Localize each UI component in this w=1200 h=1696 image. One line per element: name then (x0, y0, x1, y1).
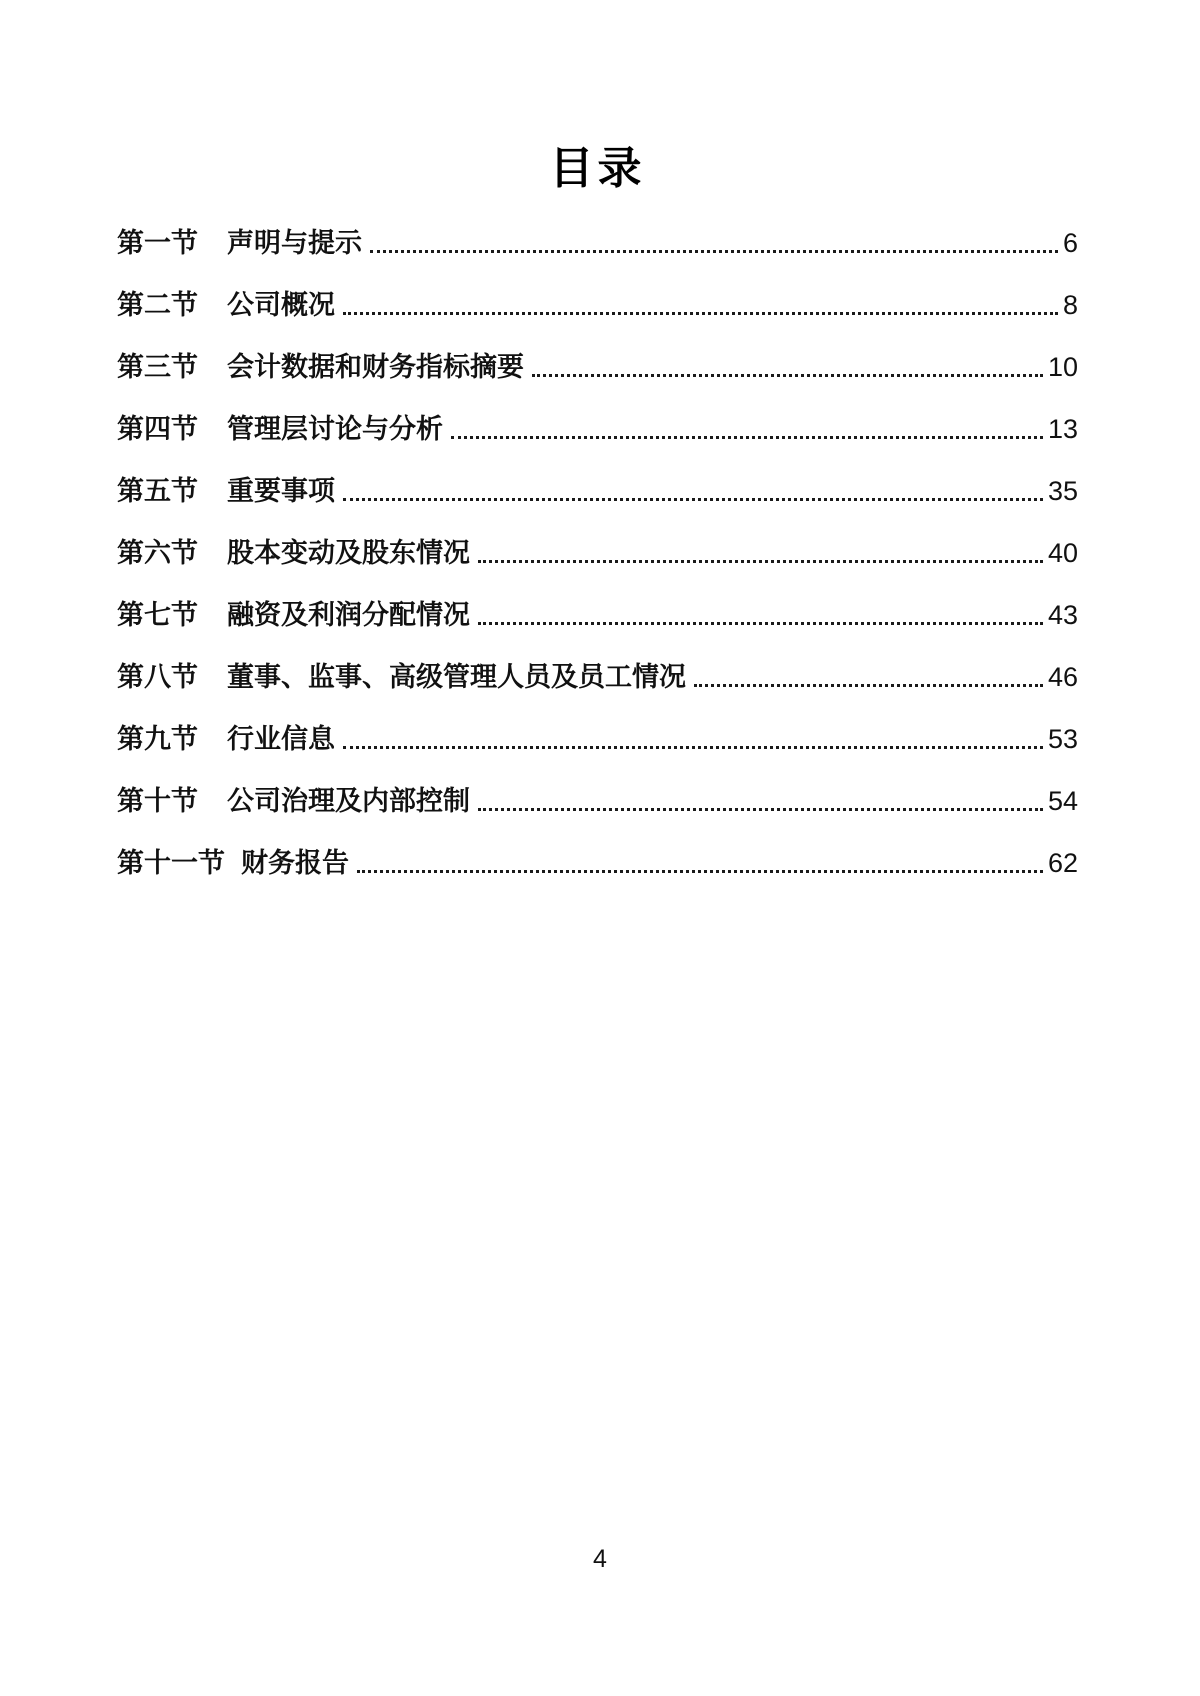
toc-entry-page-number: 53 (1047, 724, 1078, 754)
toc-entry-title: 会计数据和财务指标摘要 (227, 352, 524, 382)
toc-entry-page-number: 54 (1047, 786, 1078, 816)
dot-leader (370, 250, 1058, 253)
toc-entry-page-number: 13 (1047, 414, 1078, 444)
toc-entry-page-number: 62 (1047, 848, 1078, 878)
dot-leader (343, 746, 1043, 749)
toc-entry-title: 声明与提示 (227, 228, 362, 258)
toc-entry-title: 行业信息 (227, 724, 335, 754)
dot-leader (451, 436, 1043, 439)
toc-entry[interactable] (117, 784, 1078, 819)
toc-entry-section-label: 第十一节 (117, 848, 225, 878)
page-title: 目录 (549, 144, 646, 193)
toc-entry-section-label: 第六节 (117, 538, 198, 568)
toc-entry-page-number: 43 (1047, 600, 1078, 630)
toc-entry-page-number: 10 (1047, 352, 1078, 382)
footer-page-number: 4 (593, 1545, 607, 1573)
toc-entry-title: 公司治理及内部控制 (227, 786, 470, 816)
dot-leader (478, 622, 1043, 625)
toc-entry-page-number: 46 (1047, 662, 1078, 692)
toc-entry[interactable] (117, 350, 1078, 385)
toc-entry-title: 融资及利润分配情况 (227, 600, 470, 630)
toc-entry-section-label: 第九节 (117, 724, 198, 754)
toc-entry-section-label: 第五节 (117, 476, 198, 506)
toc-entry-title: 管理层讨论与分析 (227, 414, 443, 444)
toc-entry-page-number: 35 (1047, 476, 1078, 506)
toc-entry-page-number: 6 (1062, 228, 1078, 258)
toc-entry[interactable] (117, 598, 1078, 633)
toc-entry-title: 股本变动及股东情况 (227, 538, 470, 568)
toc-entry[interactable] (117, 536, 1078, 571)
dot-leader (357, 870, 1043, 873)
dot-leader (343, 498, 1043, 501)
toc-entry[interactable] (117, 474, 1078, 509)
toc-entry-title: 重要事项 (227, 476, 335, 506)
toc-entry-page-number: 8 (1062, 290, 1078, 320)
dot-leader (343, 312, 1058, 315)
dot-leader (478, 808, 1043, 811)
toc-list (117, 226, 1078, 881)
toc-entry-page-number: 40 (1047, 538, 1078, 568)
toc-entry-section-label: 第二节 (117, 290, 198, 320)
dot-leader (694, 684, 1043, 687)
toc-entry[interactable] (117, 412, 1078, 447)
toc-entry[interactable] (117, 660, 1078, 695)
toc-entry-section-label: 第十节 (117, 786, 198, 816)
toc-entry-section-label: 第四节 (117, 414, 198, 444)
dot-leader (478, 560, 1043, 563)
toc-entry-section-label: 第八节 (117, 662, 198, 692)
toc-entry-title: 董事、监事、高级管理人员及员工情况 (227, 662, 686, 692)
dot-leader (532, 374, 1043, 377)
toc-entry-section-label: 第七节 (117, 600, 198, 630)
toc-entry-section-label: 第一节 (117, 228, 198, 258)
toc-entry-section-label: 第三节 (117, 352, 198, 382)
toc-entry[interactable] (117, 226, 1078, 261)
toc-entry[interactable] (117, 722, 1078, 757)
toc-entry-title: 公司概况 (227, 290, 335, 320)
toc-entry[interactable] (117, 846, 1078, 881)
toc-entry-title: 财务报告 (241, 848, 349, 878)
toc-entry[interactable] (117, 288, 1078, 323)
